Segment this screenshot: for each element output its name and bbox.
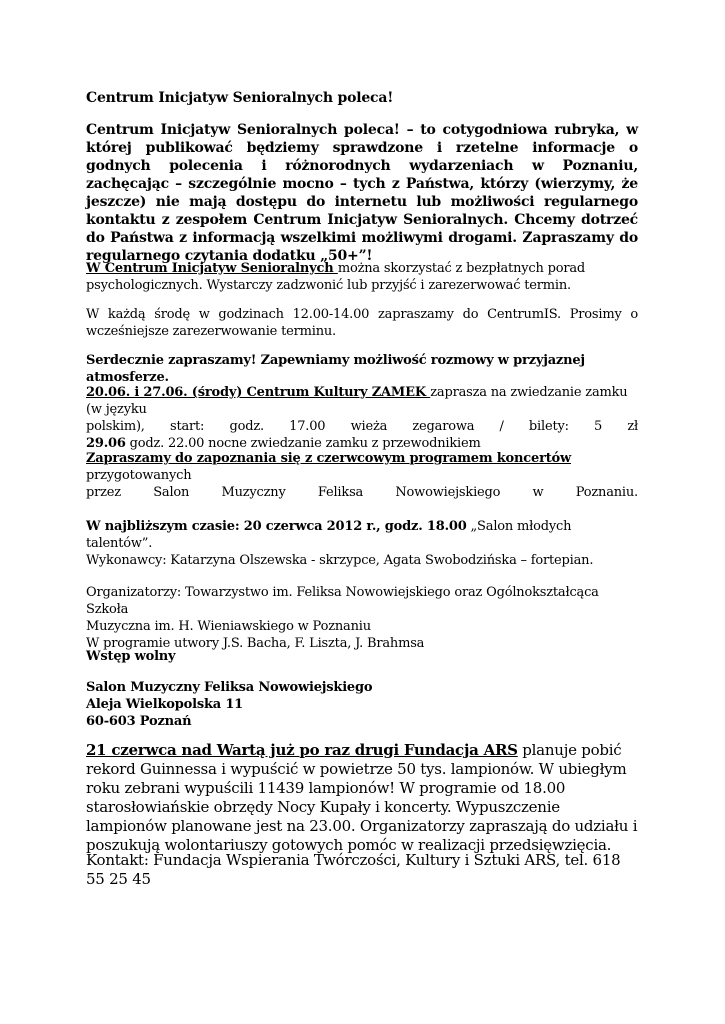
concerts-link[interactable]: Zapraszamy do zapoznania się z czerwcowym programem koncertów xyxy=(86,451,571,466)
concerts-line1-text: przygotowanych xyxy=(86,468,192,483)
address-line2: Aleja Wielkopolska 11 xyxy=(86,697,244,712)
free-entry: Wstęp wolny xyxy=(86,649,176,664)
zamek-line1-text: zaprasza na zwiedzanie zamku (w języku xyxy=(86,385,628,417)
zamek-date2: 29.06 xyxy=(86,436,126,451)
address-block xyxy=(86,679,638,730)
organizers-line3: W programie utwory J.S. Bacha, F. Liszta, J. Brahmsa xyxy=(86,636,425,651)
intro-paragraph: Centrum Inicjatyw Senioralnych poleca! – to cotygodniowa rubryka, w której publikować będziemy sprawdzone i rzetelne informacje o godnych polecenia i różnorodnych wydarzeniach w Poznaniu, zachęcając – szczególnie mocno – tych z Państwa, którzy (wierzymy, że jeszcze) nie mają dostępu do internetu lub możliwości regularnego kontaktu z zespołem Centrum Inicjatyw Senioralnych. Chcemy dotrzeć do Państwa z informacją wszelkimi możliwymi drogami. Zapraszamy do regularnego czytania dodatku „50+”! xyxy=(86,122,638,264)
zamek-line2: polskim), start: godz. 17.00 wieża zegarowa / bilety: 5 zł xyxy=(86,419,638,434)
page-title: Centrum Inicjatyw Senioralnych poleca! xyxy=(86,90,394,106)
zamek-paragraph xyxy=(86,384,638,452)
address-line1: Salon Muzyczny Feliksa Nowowiejskiego xyxy=(86,680,373,695)
invite-line: Serdecznie zapraszamy! Zapewniamy możliwość rozmowy w przyjaznej atmosferze. xyxy=(86,353,585,385)
psych-text: można skorzystać z bezpłatnych porad psychologicznych. Wystarczy zadzwonić lub przyjść i zarezerwować termin. xyxy=(86,261,586,293)
lanterns-paragraph xyxy=(86,741,638,855)
concerts-line2: przez Salon Muzyczny Feliksa Nowowiejskiego w Poznaniu. xyxy=(86,485,638,500)
upcoming-title: „Salon młodych talentów”. xyxy=(86,519,572,551)
psych-link[interactable]: W Centrum Inicjatyw Senioralnych xyxy=(86,261,338,276)
zamek-link[interactable]: 20.06. i 27.06. (środy) Centrum Kultury ZAMEK xyxy=(86,385,431,400)
organizers-paragraph xyxy=(86,584,638,652)
lanterns-link[interactable]: 21 czerwca nad Wartą już po raz drugi Fundacja ARS xyxy=(86,741,518,759)
lanterns-text: planuje pobić rekord Guinnessa i wypuścić w powietrze 50 tys. lampionów. W ubiegłym roku zebrani wypuścili 11439 lampionów! W programie od 18.00 starosłowiańskie obrzędy Nocy Kupały i koncerty. Wypuszczenie lampionów planowane jest na 23.00. Organizatorzy zapraszają do udziału i poszukują wolontariuszy gotowych pomóc w realizacji przedsięwzięcia. xyxy=(86,741,638,854)
zamek-line3-text: godz. 22.00 nocne zwiedzanie zamku z przewodnikiem xyxy=(125,436,481,451)
contact-line: Kontakt: Fundacja Wspierania Twórczości, Kultury i Sztuki ARS, tel. 618 55 25 45 xyxy=(86,851,621,888)
organizers-line2: Muzyczna im. H. Wieniawskiego w Poznaniu xyxy=(86,619,371,634)
upcoming-paragraph xyxy=(86,518,638,569)
wednesday-paragraph: W każdą środę w godzinach 12.00-14.00 zapraszamy do CentrumIS. Prosimy o wcześniejsze zarezerwowanie terminu. xyxy=(86,307,638,339)
organizers-line1: Organizatorzy: Towarzystwo im. Feliksa Nowowiejskiego oraz Ogólnokształcąca Szkoła xyxy=(86,585,599,617)
address-line3: 60-603 Poznań xyxy=(86,714,192,729)
psych-paragraph xyxy=(86,260,638,294)
upcoming-date: W najbliższym czasie: 20 czerwca 2012 r., godz. 18.00 xyxy=(86,519,467,534)
upcoming-performers: Wykonawcy: Katarzyna Olszewska - skrzypce, Agata Swobodzińska – fortepian. xyxy=(86,553,594,568)
concerts-paragraph xyxy=(86,450,638,501)
